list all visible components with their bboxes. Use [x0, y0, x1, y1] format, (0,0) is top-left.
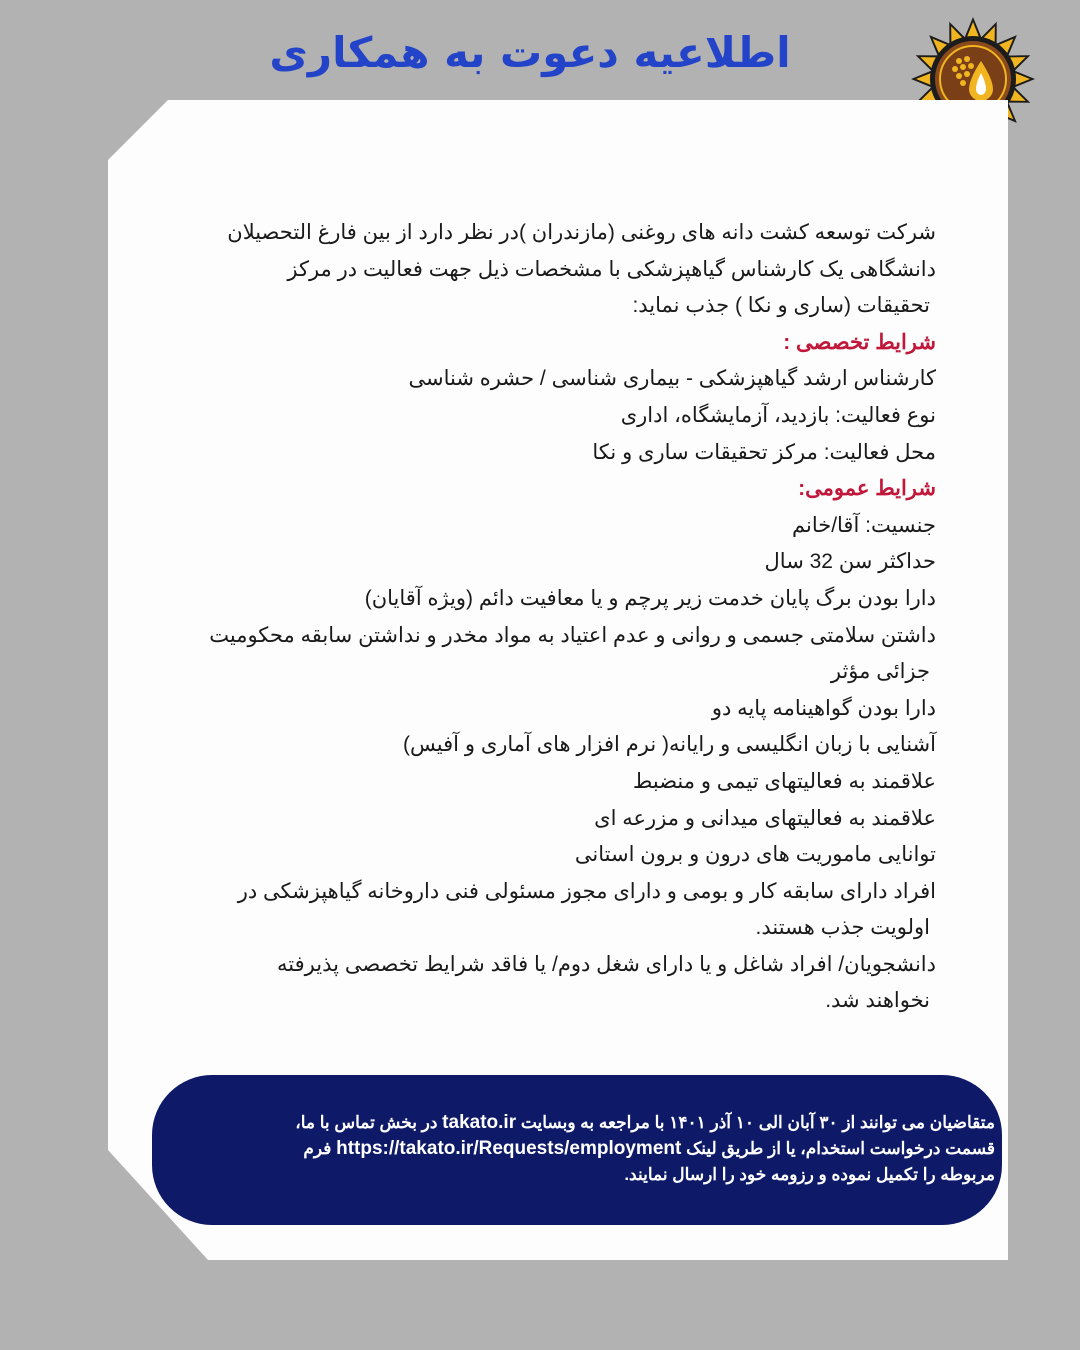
general-item: اولویت جذب هستند.	[755, 916, 930, 940]
announcement-body	[156, 215, 936, 1020]
intro-line: دانشگاهی یک کارشناس گیاهپزشکی با مشخصات ذیل جهت فعالیت در مرکز	[287, 257, 936, 281]
specialized-item: نوع فعالیت: بازدید، آزمایشگاه، اداری	[620, 403, 936, 427]
footer-line-2	[160, 1136, 995, 1162]
general-item: توانایی ماموریت های درون و برون استانی	[574, 843, 936, 867]
website-link[interactable]: takato.ir	[442, 1112, 517, 1133]
general-item: علاقمند به فعالیتهای میدانی و مزرعه ای	[594, 806, 936, 830]
general-item: آشنایی با زبان انگلیسی و رایانه( نرم افزار های آماری و آفیس)	[403, 733, 936, 757]
general-conditions-heading: شرایط عمومی:	[798, 477, 936, 501]
page-title: اطلاعیه دعوت به همکاری	[269, 28, 791, 77]
specialized-conditions-heading: شرایط تخصصی :	[783, 330, 936, 354]
specialized-item: کارشناس ارشد گیاهپزشکی - بیماری شناسی / حشره شناسی	[408, 367, 936, 391]
general-item: نخواهند شد.	[825, 989, 930, 1013]
general-item: دانشجویان/ افراد شاغل و یا دارای شغل دوم/ یا فاقد شرایط تخصصی پذیرفته	[277, 952, 936, 976]
general-item: دارا بودن برگ پایان خدمت زیر پرچم و یا معافیت دائم (ویژه آقایان)	[364, 586, 936, 610]
intro-line: تحقیقات (ساری و نکا ) جذب نماید:	[632, 294, 930, 318]
general-item: داشتن سلامتی جسمی و روانی و عدم اعتیاد به مواد مخدر و نداشتن سابقه محکومیت	[209, 623, 936, 647]
intro-line: شرکت توسعه کشت دانه های روغنی (مازندران )در نظر دارد از بین فارغ التحصیلان	[227, 221, 936, 244]
specialized-item: محل فعالیت: مرکز تحقیقات ساری و نکا	[592, 440, 936, 464]
general-item: حداکثر سن 32 سال	[764, 550, 936, 574]
general-item: جنسیت: آقا/خانم	[792, 513, 936, 537]
general-item: افراد دارای سابقه کار و بومی و دارای مجوز مسئولی فنی داروخانه گیاهپزشکی در	[237, 879, 936, 903]
footer-line-1	[160, 1110, 995, 1136]
employment-link[interactable]: https://takato.ir/Requests/employment	[336, 1138, 682, 1159]
footer-line-3: مربوطه را تکمیل نموده و رزومه خود را ارسال نمایند.	[624, 1165, 995, 1184]
general-item: علاقمند به فعالیتهای تیمی و منضبط	[632, 769, 936, 793]
general-item: دارا بودن گواهینامه پایه دو	[711, 696, 936, 720]
footer-text-segment: قسمت درخواست استخدام، یا از طریق لینک	[686, 1139, 995, 1158]
general-item: جزائی مؤثر	[830, 660, 930, 684]
footer-text-segment: در بخش تماس با ما،	[295, 1113, 438, 1132]
application-info-text	[160, 1110, 995, 1188]
footer-text-segment: متقاضیان می توانند از ۳۰ آبان الی ۱۰ آذر ۱۴۰۱ با مراجعه به وبسایت	[520, 1113, 995, 1132]
footer-text-segment: فرم	[303, 1139, 332, 1158]
